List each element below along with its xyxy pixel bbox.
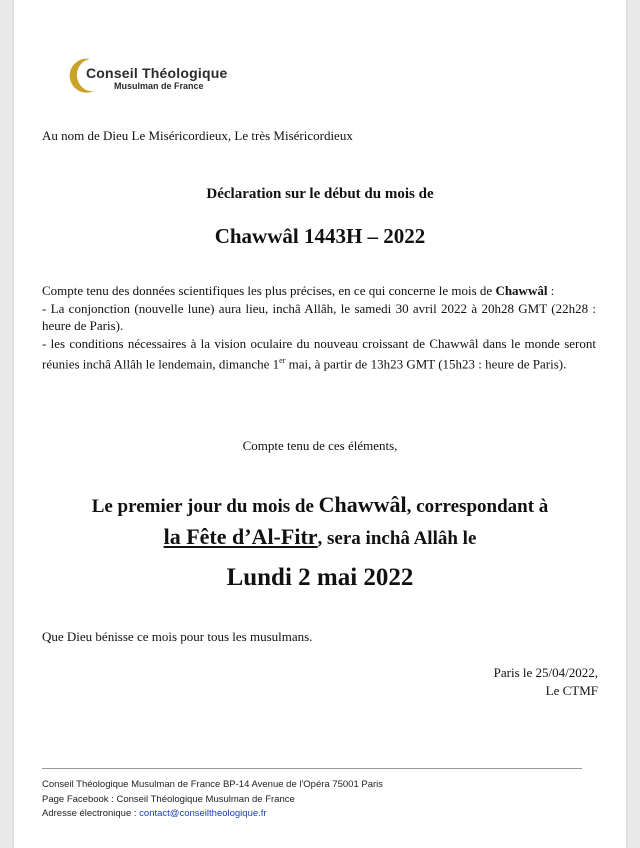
footer-facebook: Page Facebook : Conseil Théologique Musulman de France [42, 793, 295, 805]
eid-date: Lundi 2 mai 2022 [226, 564, 414, 591]
intro-month: Chawwâl [495, 283, 548, 298]
intro-paragraph [42, 282, 596, 300]
footer [42, 778, 383, 822]
list-item [42, 335, 596, 373]
footer-divider [42, 768, 582, 769]
announcement-part1: Le premier jour du mois de [91, 496, 319, 517]
item2-text: - les conditions nécessaires à la vision oculaire du nouveau croissant de Chawwâl dans le monde seront réunies inchâ Allâh le lendemain, dimanche 1 [42, 335, 596, 372]
blessing: Que Dieu bénisse ce mois pour tous les musulmans. [42, 629, 313, 644]
considering-line: Compte tenu de ces éléments, [242, 438, 398, 453]
announcement-part2: , correspondant à [406, 496, 549, 517]
item2-sup: er [279, 356, 286, 365]
declaration-month: Chawwâl 1443H – 2022 [214, 224, 426, 248]
announcement-part3: , sera inchâ Allâh le [317, 528, 477, 549]
footer-address: Conseil Théologique Musulman de France BP-14 Avenue de l'Opéra 75001 Paris [42, 779, 384, 790]
footer-email-label: Adresse électronique : [42, 808, 140, 819]
announcement-feast: la Fête d’Al-Fitr [163, 524, 318, 549]
signature [494, 664, 598, 700]
list-item: - La conjonction (nouvelle lune) aura lieu, inchâ Allâh, le samedi 30 avril 2022 à 20h28 GMT (22h28 : heure de Paris). [42, 300, 596, 333]
announcement [14, 490, 626, 554]
document-page [14, 0, 626, 848]
signature-place-date: Paris le 25/04/2022, [493, 665, 598, 680]
intro-text: Compte tenu des données scientifiques les plus précises, en ce qui concerne le mois de [42, 283, 493, 298]
ctmf-logo [64, 55, 294, 97]
intro-end: : [547, 283, 555, 298]
announcement-month: Chawwâl [318, 492, 407, 517]
logo-title: Conseil Théologique [86, 65, 228, 81]
logo-subtitle: Musulman de France [114, 81, 204, 91]
item2-text-end: mai, à partir de 13h23 GMT (15h23 : heure de Paris). [285, 356, 567, 372]
body-text [42, 282, 596, 373]
footer-email-line [42, 807, 383, 822]
basmala: Au nom de Dieu Le Miséricordieux, Le très Miséricordieux [42, 128, 353, 143]
signature-signer: Le CTMF [545, 683, 598, 698]
footer-email-link[interactable]: contact@conseiltheologique.fr [139, 808, 267, 819]
declaration-title: Déclaration sur le début du mois de [206, 186, 434, 202]
